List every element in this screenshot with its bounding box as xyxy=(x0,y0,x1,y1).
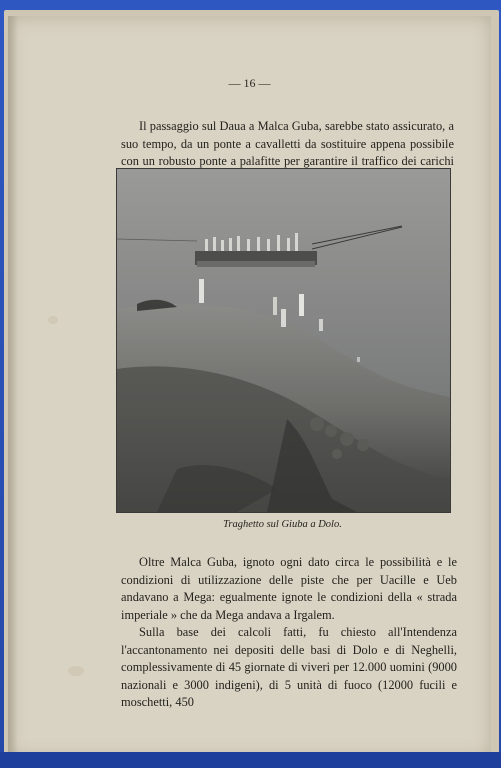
paragraph-text: Sulla base dei calcoli fatti, fu chiesto all'Intendenza l'accantonamento nei depositi delle basi di Dolo e di Neghelli, complessivamente di 45 giornate di viveri per 12.000 uomini (9000 nazionali e 3000 indigeni), di 5 unità di fuoco (12000 fucili e moschetti, 450 xyxy=(121,625,457,709)
paragraph-text: Oltre Malca Guba, ignoto ogni dato circa le possibilità e le condizioni di utilizzazione delle piste che per Uacille e Ueb andavano a Mega: egualmente ignote le condizioni della « strada imperiale » che da Mega andava a Irgalem. xyxy=(121,555,457,622)
background-bottom-strip xyxy=(0,752,501,768)
paper-stain xyxy=(68,666,84,676)
ferry-photo-image xyxy=(117,169,450,512)
paragraph-text: Il passaggio sul Daua a Malca Guba, sarebbe stato assicurato, a suo tempo, da un ponte a cavalletti da sostituire appena possibile con un robusto ponte a palafitte per garantire il traffico dei carichi xyxy=(121,119,454,168)
book-page xyxy=(8,16,491,758)
paragraph-block xyxy=(121,554,457,712)
page-left-shadow xyxy=(8,16,18,758)
page-number: — 16 — xyxy=(228,76,271,90)
paper-stain xyxy=(48,316,58,324)
photo-caption: Traghetto sul Giuba a Dolo. xyxy=(223,519,342,530)
ferry-photograph xyxy=(116,168,451,513)
